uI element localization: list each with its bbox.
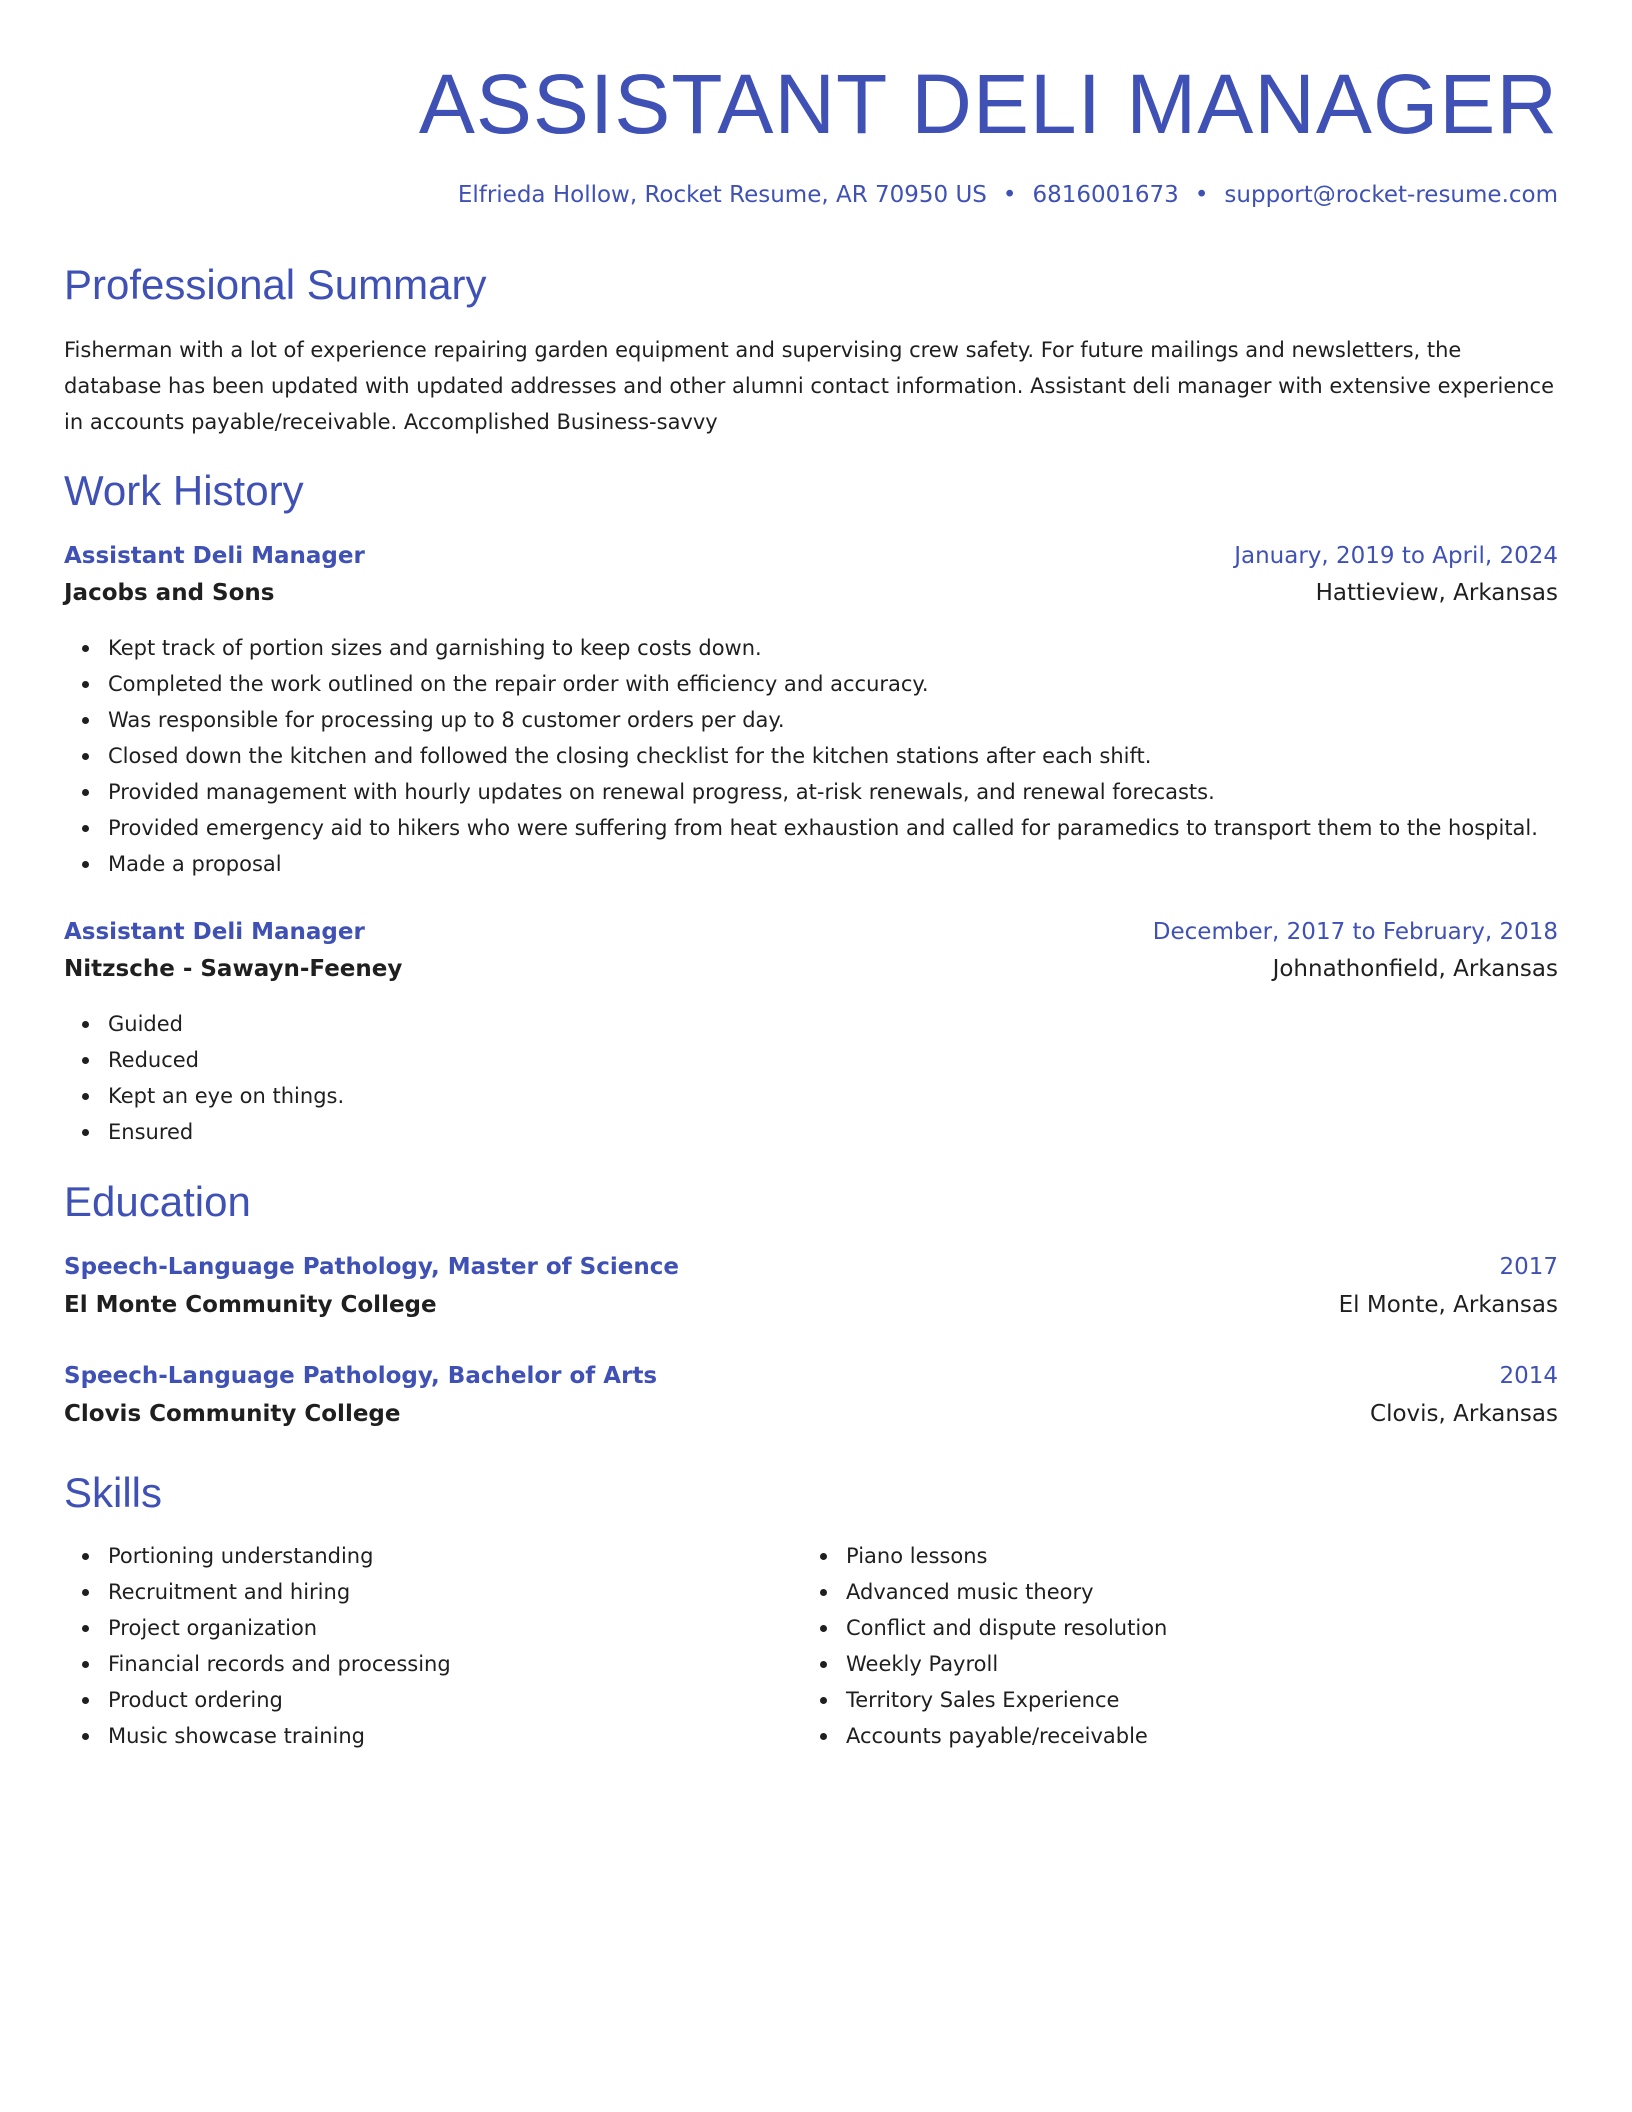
education-header-row <box>64 1249 1558 1285</box>
list-item <box>108 1006 344 1042</box>
job-bullet-text: Reduced <box>108 1048 200 1072</box>
bullet-icon <box>820 1733 827 1740</box>
job-dates: December, 2017 to February, 2018 <box>1152 919 1558 945</box>
contact-address: Elfrieda Hollow, Rocket Resume, AR 70950 US <box>457 182 987 208</box>
job-company-row <box>64 951 1558 987</box>
skill-text: Portioning understanding <box>108 1544 374 1568</box>
job-company: Nitzsche - Sawayn-Feeney <box>64 956 403 982</box>
bullet-icon <box>82 717 89 724</box>
bullet-icon <box>82 1661 89 1668</box>
contact-separator: • <box>1194 182 1209 208</box>
bullet-icon <box>82 1057 89 1064</box>
contact-phone: 6816001673 <box>1032 182 1179 208</box>
job-company: Jacobs and Sons <box>64 580 275 606</box>
job-company-row <box>64 575 1558 611</box>
list-item <box>846 1682 1167 1718</box>
job-bullet-text: Completed the work outlined on the repair order with efficiency and accuracy. <box>108 672 929 696</box>
contact-line <box>458 178 1558 212</box>
list-item <box>846 1610 1167 1646</box>
job-bullet-text: Kept an eye on things. <box>108 1084 345 1108</box>
education-location: Clovis, Arkansas <box>1370 1401 1558 1427</box>
skills-heading: Skills <box>64 1469 163 1516</box>
job-bullet-text: Kept track of portion sizes and garnishing to keep costs down. <box>108 636 762 660</box>
skill-text: Music showcase training <box>108 1724 366 1748</box>
bullet-icon <box>82 825 89 832</box>
education-header-row <box>64 1358 1558 1394</box>
list-item <box>108 1114 344 1150</box>
bullet-icon <box>82 1733 89 1740</box>
bullet-icon <box>82 861 89 868</box>
job-location: Hattieview, Arkansas <box>1315 580 1558 606</box>
list-item <box>108 1718 451 1754</box>
job-bullet-text: Guided <box>108 1012 183 1036</box>
bullet-icon <box>820 1697 827 1704</box>
skill-text: Weekly Payroll <box>846 1652 999 1676</box>
education-year: 2014 <box>1499 1363 1558 1389</box>
job-header-row <box>64 914 1558 950</box>
education-school: Clovis Community College <box>64 1401 401 1427</box>
bullet-icon <box>82 753 89 760</box>
skill-text: Product ordering <box>108 1688 283 1712</box>
contact-email: support@rocket-resume.com <box>1224 182 1558 208</box>
list-item <box>108 774 1538 810</box>
skill-text: Piano lessons <box>846 1544 988 1568</box>
education-school-row <box>64 1396 1558 1432</box>
education-degree: Speech-Language Pathology, Bachelor of Arts <box>64 1363 658 1389</box>
bullet-icon <box>820 1553 827 1560</box>
list-item <box>108 1682 451 1718</box>
education-school: El Monte Community College <box>64 1292 437 1318</box>
bullet-icon <box>820 1625 827 1632</box>
list-item <box>846 1574 1167 1610</box>
bullet-icon <box>820 1589 827 1596</box>
bullet-icon <box>82 681 89 688</box>
education-location: El Monte, Arkansas <box>1338 1292 1558 1318</box>
list-item <box>108 1574 451 1610</box>
bullet-icon <box>82 1697 89 1704</box>
list-item <box>846 1538 1167 1574</box>
education-heading: Education <box>64 1178 251 1225</box>
education-school-row <box>64 1287 1558 1323</box>
list-item <box>108 846 1538 882</box>
list-item <box>108 1042 344 1078</box>
list-item <box>108 738 1538 774</box>
job-bullet-list <box>64 1006 344 1150</box>
bullet-icon <box>82 1589 89 1596</box>
bullet-icon <box>82 1093 89 1100</box>
skill-text: Recruitment and hiring <box>108 1580 351 1604</box>
bullet-icon <box>82 1129 89 1136</box>
job-header-row <box>64 538 1558 574</box>
job-bullet-text: Was responsible for processing up to 8 customer orders per day. <box>108 708 785 732</box>
summary-heading: Professional Summary <box>64 261 487 308</box>
skills-list-left <box>64 1538 451 1754</box>
job-bullet-text: Closed down the kitchen and followed the closing checklist for the kitchen stations after each shift. <box>108 744 1152 768</box>
bullet-icon <box>82 789 89 796</box>
list-item <box>108 810 1538 846</box>
list-item <box>108 666 1538 702</box>
contact-separator: • <box>1002 182 1017 208</box>
skill-text: Financial records and processing <box>108 1652 451 1676</box>
job-bullet-text: Provided emergency aid to hikers who were suffering from heat exhaustion and called for paramedics to transport them to the hospital. <box>108 816 1538 840</box>
skill-text: Territory Sales Experience <box>846 1688 1120 1712</box>
skill-text: Advanced music theory <box>846 1580 1094 1604</box>
list-item <box>108 1646 451 1682</box>
list-item <box>108 1610 451 1646</box>
bullet-icon <box>82 645 89 652</box>
skill-text: Conflict and dispute resolution <box>846 1616 1168 1640</box>
education-year: 2017 <box>1499 1254 1558 1280</box>
job-location: Johnathonfield, Arkansas <box>1272 956 1558 982</box>
job-bullet-text: Provided management with hourly updates on renewal progress, at-risk renewals, and renewal forecasts. <box>108 780 1215 804</box>
bullet-icon <box>82 1021 89 1028</box>
list-item <box>108 1538 451 1574</box>
bullet-icon <box>820 1661 827 1668</box>
list-item <box>108 630 1538 666</box>
skill-text: Accounts payable/receivable <box>846 1724 1148 1748</box>
bullet-icon <box>82 1553 89 1560</box>
resume-title: ASSISTANT DELI MANAGER <box>418 57 1558 151</box>
list-item <box>846 1718 1167 1754</box>
job-dates: January, 2019 to April, 2024 <box>1234 543 1558 569</box>
education-degree: Speech-Language Pathology, Master of Science <box>64 1254 679 1280</box>
list-item <box>108 702 1538 738</box>
work-history-heading: Work History <box>64 467 304 514</box>
job-title: Assistant Deli Manager <box>64 919 365 945</box>
summary-text: Fisherman with a lot of experience repairing garden equipment and supervising crew safety. For future mailings and newsletters, the database has been updated with updated addresses and other alumni contact information. Assistant deli manager with extensive experience in accounts payable/receivable. Accomplished Business-savvy <box>64 338 1555 434</box>
skills-list-right <box>802 1538 1167 1754</box>
job-bullet-text: Ensured <box>108 1120 194 1144</box>
bullet-icon <box>82 1625 89 1632</box>
job-bullet-text: Made a proposal <box>108 852 282 876</box>
job-title: Assistant Deli Manager <box>64 543 365 569</box>
list-item <box>846 1646 1167 1682</box>
skill-text: Project organization <box>108 1616 318 1640</box>
job-bullet-list <box>64 630 1538 882</box>
list-item <box>108 1078 344 1114</box>
